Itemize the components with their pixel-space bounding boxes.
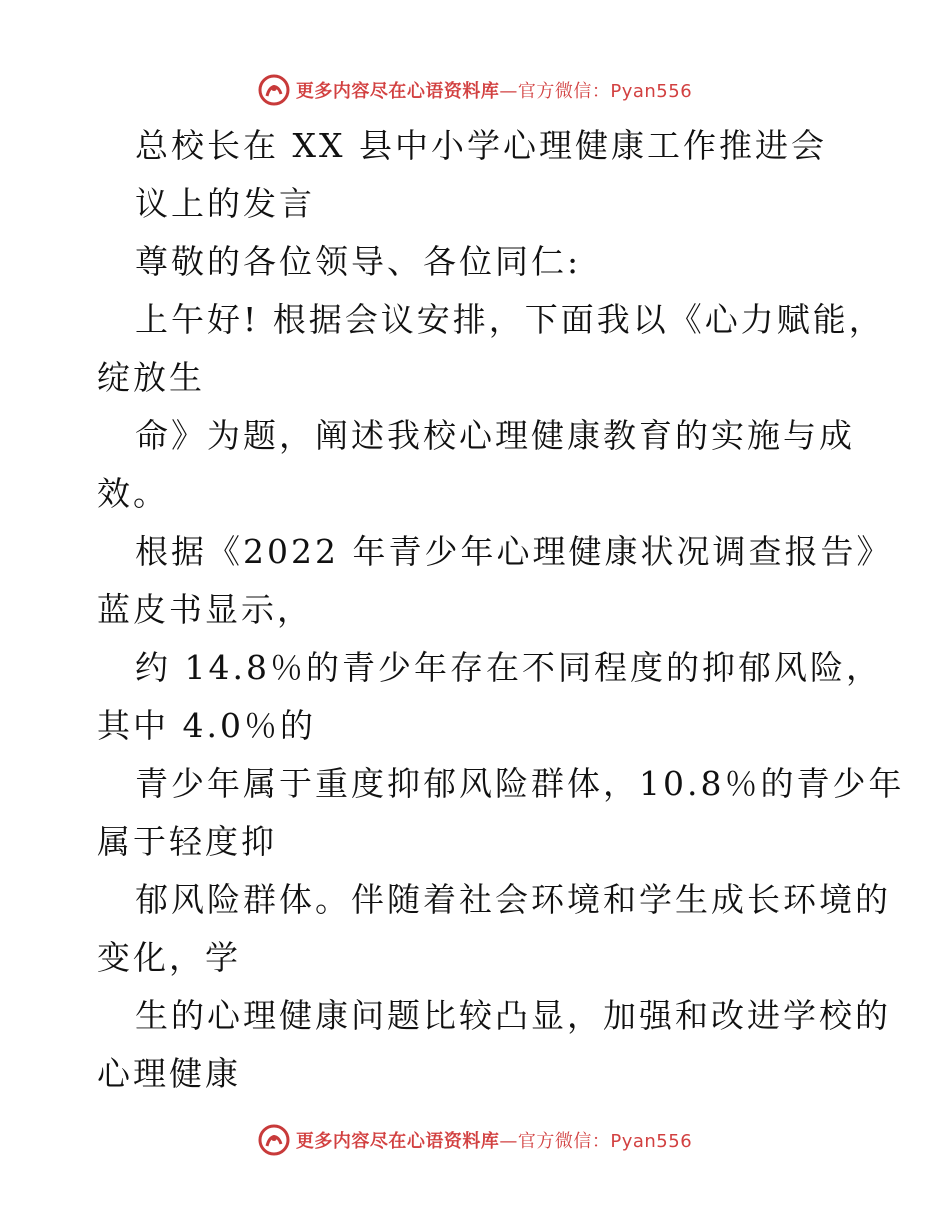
paragraph-line: 郁风险群体。伴随着社会环境和学生成长环境的 (135, 880, 891, 919)
salutation-line: 尊敬的各位领导、各位同仁: (135, 242, 582, 281)
paragraph-line: 属于轻度抑 (97, 822, 277, 861)
banner-text (296, 1127, 692, 1153)
banner-tail-text: —官方微信：Pyan556 (499, 1131, 693, 1152)
mind-logo-icon (258, 1124, 290, 1156)
paragraph-line: 其中 4.0％的 (97, 706, 316, 745)
banner-main-text: 更多内容尽在心语资料库 (295, 81, 500, 102)
header-banner (0, 70, 950, 110)
banner-main-text: 更多内容尽在心语资料库 (295, 1131, 500, 1152)
banner-tail-text: —官方微信：Pyan556 (499, 81, 693, 102)
paragraph-line: 绽放生 (97, 358, 205, 397)
title-line-1: 总校长在 XX 县中小学心理健康工作推进会 (135, 126, 827, 165)
paragraph-line: 效。 (97, 474, 169, 513)
paragraph-line: 命》为题，阐述我校心理健康教育的实施与成 (135, 416, 855, 455)
footer-banner (0, 1120, 950, 1160)
mind-logo-icon (258, 74, 290, 106)
paragraph-line: 青少年属于重度抑郁风险群体，10.8％的青少年 (135, 764, 905, 803)
paragraph-line: 变化，学 (97, 938, 241, 977)
paragraph-line: 心理健康 (97, 1054, 241, 1093)
paragraph-line: 根据《2022 年青少年心理健康状况调查报告》 (135, 532, 893, 571)
paragraph-line: 蓝皮书显示， (97, 590, 313, 629)
title-line-2: 议上的发言 (135, 184, 315, 223)
banner-text (296, 77, 692, 103)
paragraph-line: 上午好! 根据会议安排，下面我以《心力赋能， (135, 300, 885, 339)
paragraph-line: 生的心理健康问题比较凸显，加强和改进学校的 (135, 996, 891, 1035)
paragraph-line: 约 14.8％的青少年存在不同程度的抑郁风险， (135, 648, 882, 687)
